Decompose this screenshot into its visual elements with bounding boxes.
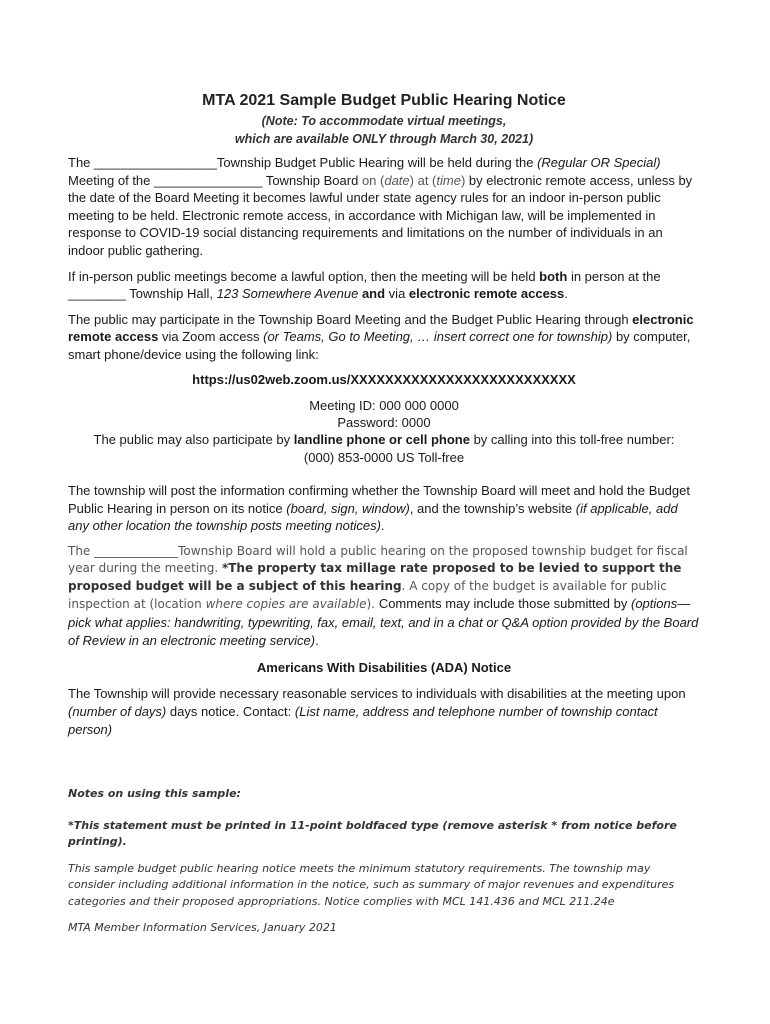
subtitle-line-2: which are available ONLY through March 30, 2021): [234, 132, 534, 146]
note-bold-type: *This statement must be printed in 11-point boldfaced type (remove asterisk * from notice before printing).: [68, 818, 677, 849]
subtitle-line-1: (Note: To accommodate virtual meetings,: [261, 114, 507, 128]
meeting-password: Password: 0000: [337, 414, 431, 430]
notes-heading: Notes on using this sample:: [68, 787, 241, 801]
notes-footer: MTA Member Information Services, January 2021: [68, 921, 337, 935]
notes-section: [68, 786, 700, 937]
note-statutory: This sample budget public hearing notice meets the minimum statutory requirements. The township may consider including additional information in the notice, such as summary of major revenues and expenditures categories and their proposed appropriations. Notice complies with MCL 141.436 and MCL 211.24e: [68, 861, 675, 908]
zoom-link[interactable]: https://us02web.zoom.us/XXXXXXXXXXXXXXXXXXXXXXXXXX: [192, 371, 576, 387]
hearing-paragraph: The _________________Township Budget Public Hearing will be held during the (Regular OR Special) Meeting of the _______________ Township Board on (date) at (time) by electronic remote access, unless by the date of the Board Meeting it becomes lawful under state agency rules for an indoor in-person public meeting to be held. Electronic remote access, in accordance with Michigan law, will be implemented in response to COVID-19 social distancing requirements and limitations on the number of individuals in an indoor public gathering.: [68, 155, 693, 258]
page-title: MTA 2021 Sample Budget Public Hearing Notice: [202, 92, 566, 109]
phone-participation: The public may also participate by landline phone or cell phone by calling into this toll-free number:: [93, 432, 675, 448]
budget-hearing-paragraph: The ______________Township Board will hold a public hearing on the proposed township budget for fiscal year during the meeting. *The property tax millage rate proposed to be levied to support the proposed budget will be a subject of this hearing. A copy of the budget is available for public inspection at (location where copies are available). Comments may include those submitted by (options—pick what applies: handwriting, typewriting, fax, email, text, and in a chat or Q&A option provided by the Board of Review in an electronic meeting service).: [68, 543, 699, 648]
in-person-paragraph: If in-person public meetings become a lawful option, then the meeting will be held both in person at the ________ Township Hall, 123 Somewhere Avenue and via electronic remote access.: [68, 268, 661, 302]
ada-heading: Americans With Disabilities (ADA) Notice: [256, 660, 512, 676]
posting-paragraph: The township will post the information confirming whether the Township Board will meet and hold the Budget Public Hearing in person on its notice (board, sign, window), and the township’s website (if applicable, add any other location the township posts meeting notices).: [68, 483, 690, 534]
ada-paragraph: The Township will provide necessary reasonable services to individuals with disabilities at the meeting upon (number of days) days notice. Contact: (List name, address and telephone number of township contact person): [68, 686, 686, 737]
subtitle: [68, 112, 700, 148]
meeting-info: [68, 397, 700, 467]
meeting-id: Meeting ID: 000 000 0000: [309, 397, 459, 413]
participation-paragraph: The public may participate in the Township Board Meeting and the Budget Public Hearing through electronic remote access via Zoom access (or Teams, Go to Meeting, … insert correct one for township) by computer, smart phone/device using the following link:: [68, 311, 694, 362]
toll-free-number: (000) 853-0000 US Toll-free: [303, 449, 465, 465]
